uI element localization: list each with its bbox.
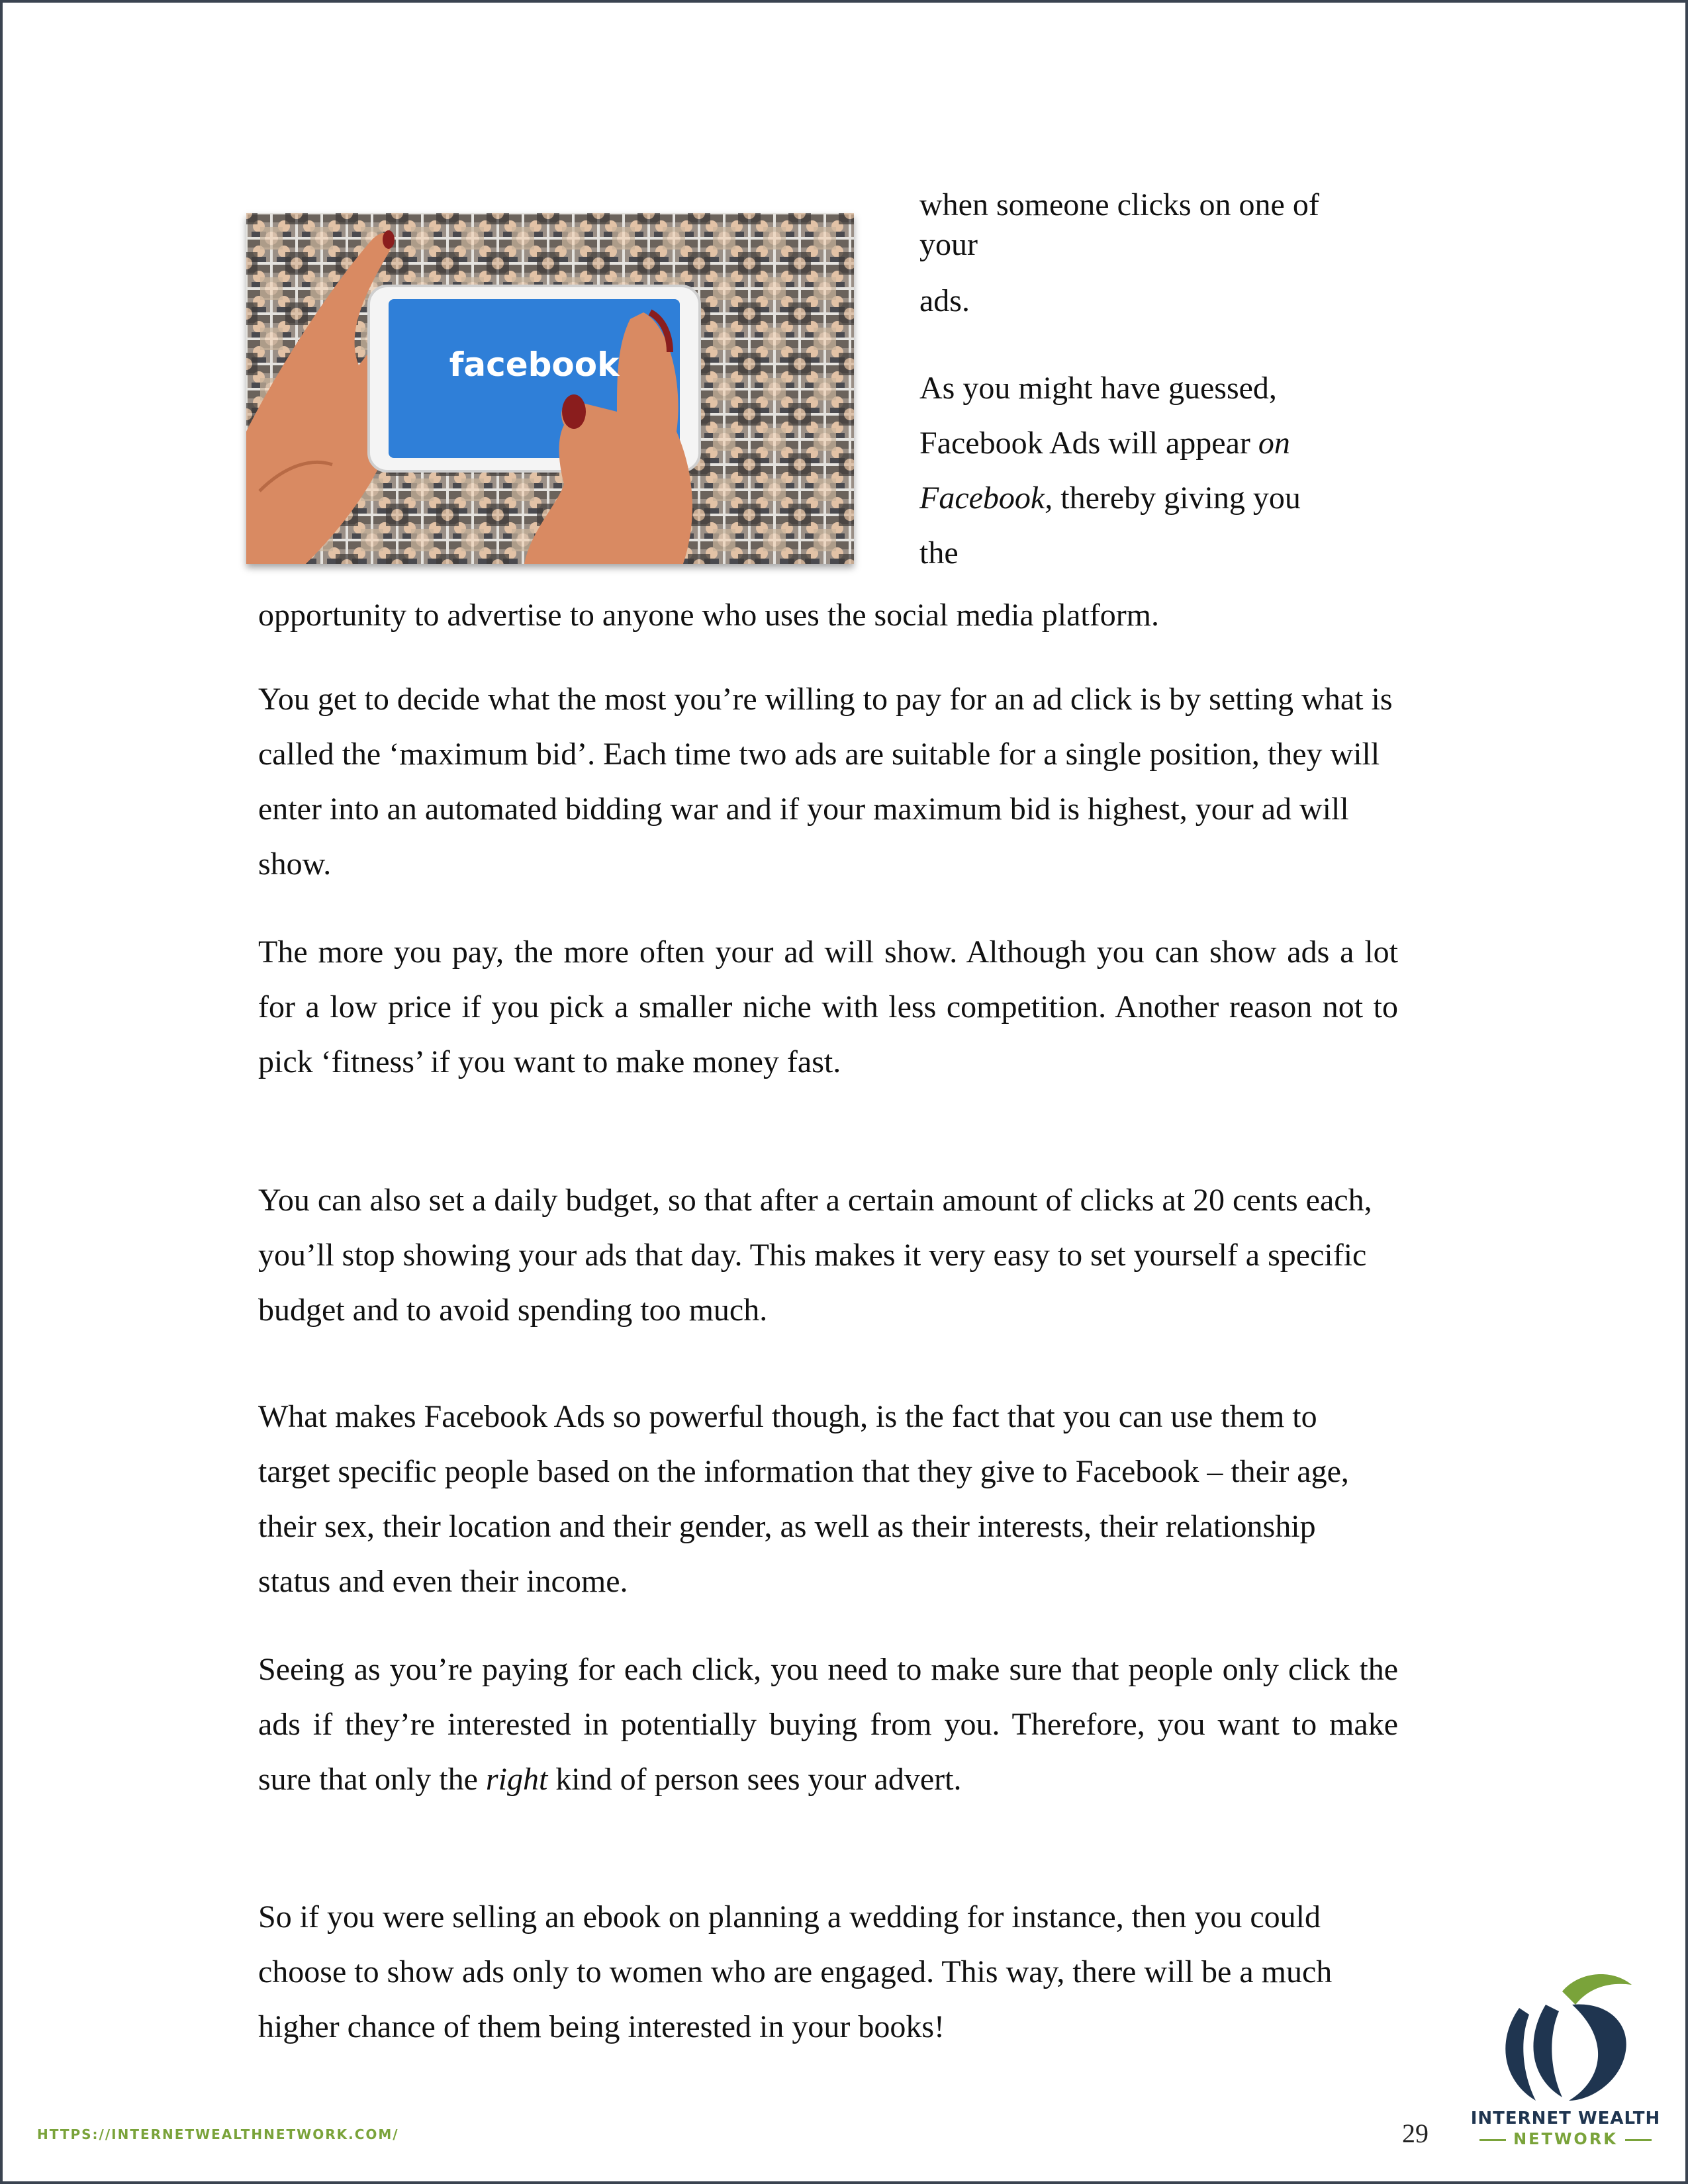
side-text-line-6: Facebook, thereby giving you bbox=[919, 480, 1301, 516]
logo-text-line-2 bbox=[1456, 2130, 1675, 2148]
italic-on: on bbox=[1258, 426, 1290, 461]
paragraph-right-person: Seeing as you’re paying for each click, you need to make sure that people only click the ads if they’re interested in potentially buying from you. Therefore, you want to make sure that only the right kind of person sees your advert. bbox=[258, 1652, 1398, 1797]
paragraph-continuation: opportunity to advertise to anyone who uses the social media platform. bbox=[258, 598, 1160, 633]
paragraph-daily-budget: You can also set a daily budget, so that after a certain amount of clicks at 20 cents each, you’ll stop showing your ads that day. This makes it very easy to set yourself a specific budget and to avoid spending too much. bbox=[258, 1183, 1372, 1328]
side-text-line-7: the bbox=[919, 535, 959, 570]
page-number: 29 bbox=[1402, 2118, 1429, 2148]
logo-text-line-1: INTERNET WEALTH bbox=[1470, 2109, 1661, 2128]
side-text-line-3: ads. bbox=[919, 283, 970, 318]
logo-rule-right bbox=[1625, 2139, 1652, 2141]
side-text-line-2: your bbox=[919, 227, 978, 262]
phone-facebook-label: facebook bbox=[449, 345, 620, 384]
italic-right: right bbox=[485, 1762, 548, 1797]
paragraph-pay-more: The more you pay, the more often your ad will show. Although you can show ads a lot for a low price if you pick a smaller niche with less competition. Another reason not to pick ‘fitness’ if you want to make money fast. bbox=[258, 934, 1398, 1079]
footer-url-link[interactable]: HTTPS://INTERNETWEALTHNETWORK.COM/ bbox=[37, 2126, 399, 2142]
logo-rule-left bbox=[1479, 2139, 1506, 2141]
italic-facebook: Facebook, bbox=[919, 480, 1053, 516]
paragraph-maximum-bid: You get to decide what the most you’re willing to pay for an ad click is by setting what is called the ‘maximum bid’. Each time two ads are suitable for a single position, they will enter into an automated bidding war and if your maximum bid is highest, your ad will show. bbox=[258, 682, 1393, 882]
paragraph-wedding-example: So if you were selling an ebook on planning a wedding for instance, then you could choose to show ads only to women who are engaged. This way, there will be a much higher chance of them being interested in your books! bbox=[258, 1899, 1333, 2044]
logo-network-label: NETWORK bbox=[1513, 2130, 1618, 2148]
paragraph-targeting: What makes Facebook Ads so powerful though, is the fact that you can use them to target specific people based on the information that they give to Facebook – their age, their sex, their location and their gender, as well as their interests, their relationship status and even their income. bbox=[258, 1399, 1349, 1599]
side-text-line-4: As you might have guessed, bbox=[919, 371, 1277, 406]
side-text-line-1: when someone clicks on one of bbox=[919, 187, 1319, 222]
side-text-line-5: Facebook Ads will appear on bbox=[919, 426, 1290, 461]
faces-collage-image bbox=[246, 213, 854, 564]
facebook-photo bbox=[246, 213, 854, 564]
